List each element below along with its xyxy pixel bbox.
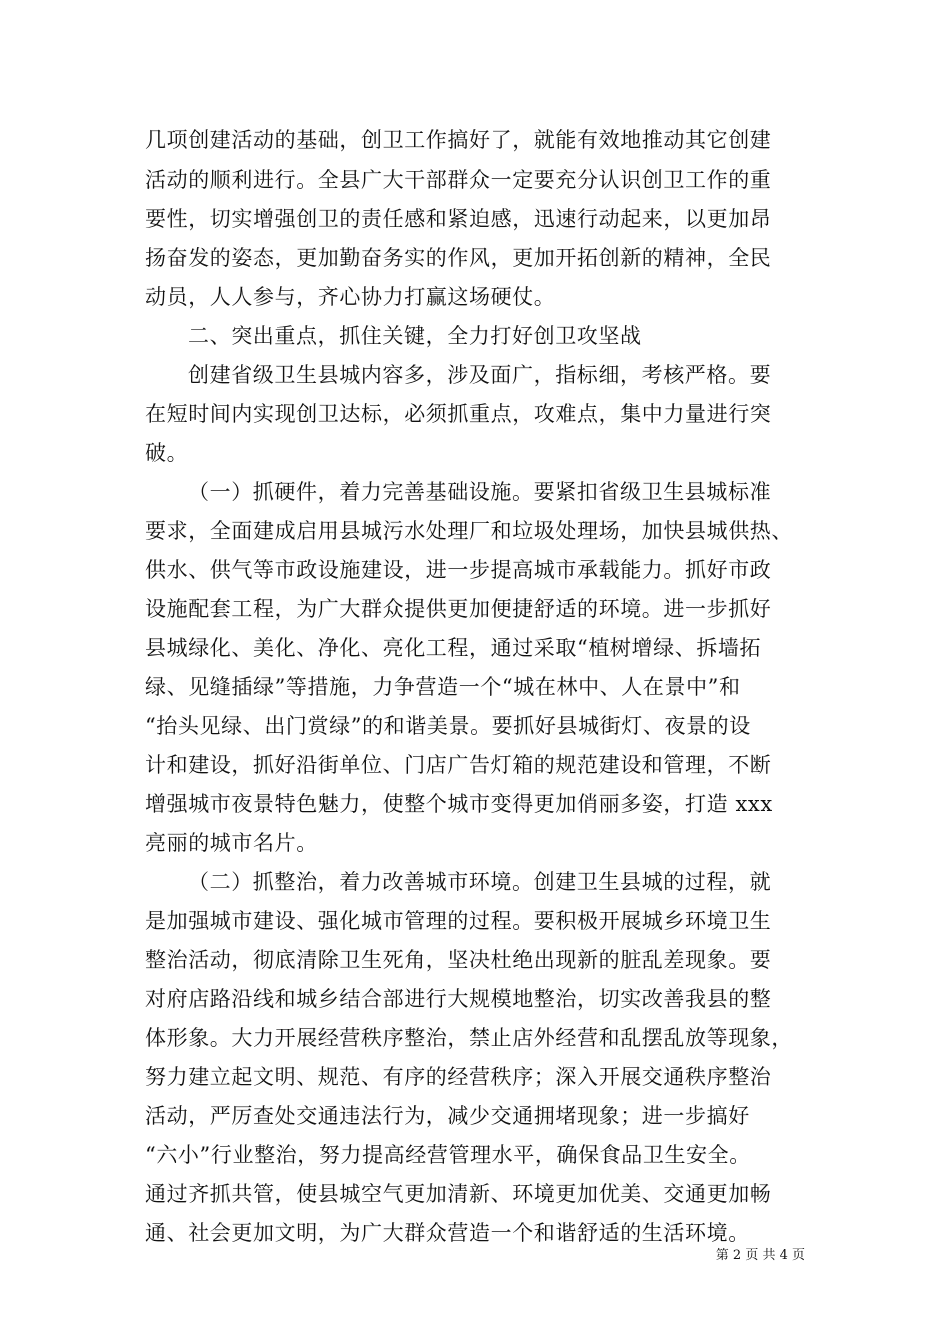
- body-line: 活动的顺利进行。全县广大干部群众一定要充分认识创卫工作的重: [145, 168, 772, 192]
- page-number: 第 2 页 共 4 页: [715, 1248, 805, 1263]
- body-line: 是加强城市建设、强化城市管理的过程。要积极开展城乡环境卫生: [145, 909, 772, 933]
- body-line: 通过齐抓共管，使县城空气更加清新、环境更加优美、交通更加畅: [145, 1182, 772, 1206]
- body-line: 要性，切实增强创卫的责任感和紧迫感，迅速行动起来，以更加昂: [145, 207, 772, 231]
- body-line: 对府店路沿线和城乡结合部进行大规模地整治，切实改善我县的整: [145, 987, 772, 1011]
- body-line: 亮丽的城市名片。: [145, 831, 318, 855]
- subsection-line: （二）抓整治，着力改善城市环境。创建卫生县城的过程，就: [188, 870, 772, 894]
- body-line: 体形象。大力开展经营秩序整治，禁止店外经营和乱摆乱放等现象，: [145, 1026, 793, 1050]
- body-line: 几项创建活动的基础，创卫工作搞好了，就能有效地推动其它创建: [145, 128, 772, 152]
- body-line: “抬头见绿、出门赏绿”的和谐美景。要抓好县城街灯、夜景的设: [145, 714, 751, 738]
- body-line: 设施配套工程，为广大群众提供更加便捷舒适的环境。进一步抓好: [145, 597, 772, 621]
- body-line: 整治活动，彻底清除卫生死角，坚决杜绝出现新的脏乱差现象。要: [145, 948, 772, 972]
- body-line: 绿、见缝插绿”等措施，力争营造一个“城在林中、人在景中”和: [145, 675, 741, 699]
- body-line: 要求，全面建成启用县城污水处理厂和垃圾处理场，加快县城供热、: [145, 519, 793, 543]
- body-line: 县城绿化、美化、净化、亮化工程，通过采取“植树增绿、拆墙拓: [145, 636, 762, 660]
- body-line: 努力建立起文明、规范、有序的经营秩序；深入开展交通秩序整治: [145, 1065, 772, 1089]
- body-line: 增强城市夜景特色魅力，使整个城市变得更加俏丽多姿，打造 xxx: [145, 792, 773, 816]
- body-line: 计和建设，抓好沿街单位、门店广告灯箱的规范建设和管理，不断: [145, 753, 772, 777]
- body-line: 创建省级卫生县城内容多，涉及面广，指标细，考核严格。要: [188, 363, 772, 387]
- body-line: 扬奋发的姿态，更加勤奋务实的作风，更加开拓创新的精神，全民: [145, 246, 772, 270]
- subsection-line: （一）抓硬件，着力完善基础设施。要紧扣省级卫生县城标准: [188, 480, 772, 504]
- body-line: 供水、供气等市政设施建设，进一步提高城市承载能力。抓好市政: [145, 558, 772, 582]
- body-line: 活动，严厉查处交通违法行为，减少交通拥堵现象；进一步搞好: [145, 1104, 750, 1128]
- body-line: 动员，人人参与，齐心协力打赢这场硬仗。: [145, 285, 556, 309]
- body-line: “六小”行业整治，努力提高经营管理水平，确保食品卫生安全。: [145, 1143, 751, 1167]
- body-line: 在短时间内实现创卫达标，必须抓重点，攻难点，集中力量进行突: [145, 402, 772, 426]
- body-line: 破。: [145, 441, 189, 465]
- section-heading: 二、突出重点，抓住关键，全力打好创卫攻坚战: [188, 324, 642, 348]
- body-line: 通、社会更加文明，为广大群众营造一个和谐舒适的生活环境。: [145, 1221, 750, 1245]
